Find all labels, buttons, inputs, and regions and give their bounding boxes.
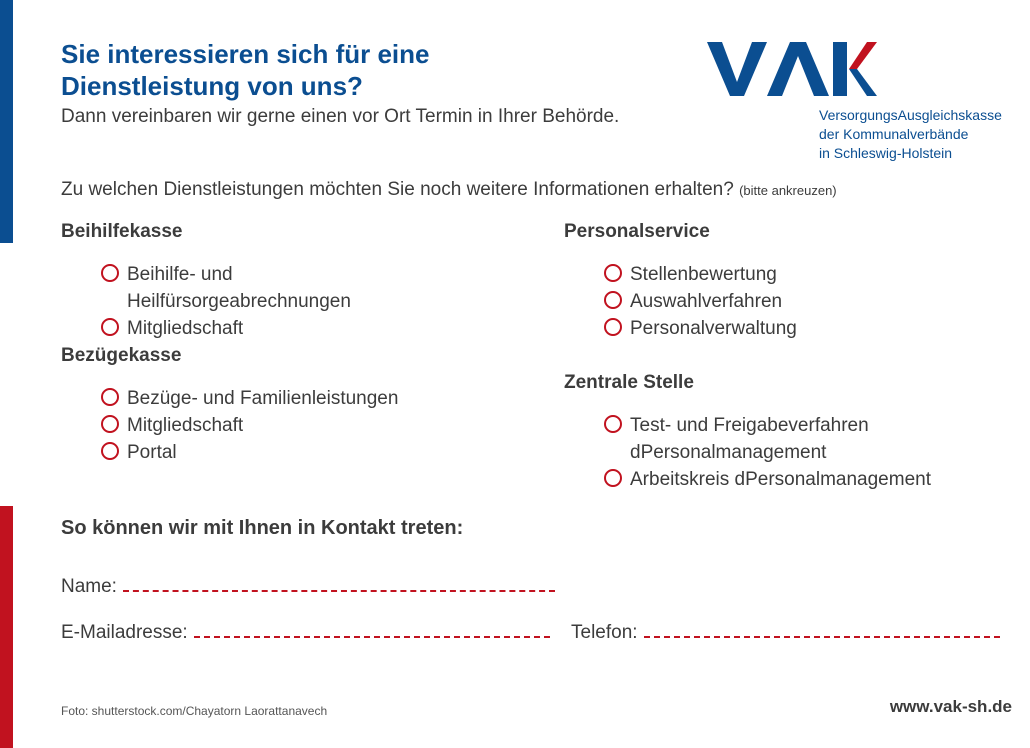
headline <box>61 38 430 102</box>
left-accent-bar-blue <box>0 0 13 243</box>
name-label: Name: <box>61 576 117 597</box>
question-text: Zu welchen Dienstleistungen möchten Sie noch weitere Informationen erhalten? <box>61 179 734 200</box>
option-bezuege-familienleistungen[interactable] <box>101 385 398 412</box>
question-note: (bitte ankreuzen) <box>739 183 837 198</box>
logo-subtitle-line-3: in Schleswig-Holstein <box>819 145 953 161</box>
options-zentrale-stelle <box>604 412 931 493</box>
radio-circle[interactable] <box>604 415 622 433</box>
email-label: E-Mailadresse: <box>61 622 188 643</box>
contact-title: So können wir mit Ihnen in Kontakt treten: <box>61 517 464 539</box>
section-title-bezuegekasse: Bezügekasse <box>61 345 182 366</box>
vak-wordmark-icon <box>707 40 877 98</box>
headline-line-1: Sie interessieren sich für eine <box>61 39 430 69</box>
option-label: Bezüge- und Familienleistungen <box>127 388 399 409</box>
option-auswahlverfahren[interactable] <box>604 288 797 315</box>
option-arbeitskreis[interactable] <box>604 466 931 493</box>
radio-circle[interactable] <box>101 264 119 282</box>
name-field <box>61 576 555 598</box>
option-beihilfe-mitgliedschaft[interactable] <box>101 315 457 342</box>
option-label: Arbeitskreis dPersonalmanagement <box>630 469 931 490</box>
radio-circle[interactable] <box>604 264 622 282</box>
section-title-personalservice: Personalservice <box>564 221 710 242</box>
option-bezuege-mitgliedschaft[interactable] <box>101 412 398 439</box>
question <box>61 179 837 201</box>
section-title-zentrale-stelle: Zentrale Stelle <box>564 372 694 393</box>
vak-logo <box>707 40 1017 163</box>
option-label: Mitgliedschaft <box>127 415 244 436</box>
radio-circle[interactable] <box>101 442 119 460</box>
option-label: Beihilfe- und Heilfürsorgeabrechnungen <box>127 264 351 312</box>
option-label: Test- und Freigabeverfahren dPersonalmanagement <box>630 415 869 463</box>
option-label: Portal <box>127 442 177 463</box>
email-input-line[interactable] <box>194 622 550 638</box>
phone-field <box>571 622 1000 644</box>
radio-circle[interactable] <box>604 469 622 487</box>
phone-label: Telefon: <box>571 622 638 643</box>
email-field <box>61 622 550 644</box>
photo-credit: Foto: shutterstock.com/Chayatorn Laorattanavech <box>61 704 328 718</box>
options-personalservice <box>604 261 797 342</box>
radio-circle[interactable] <box>604 318 622 336</box>
option-label: Stellenbewertung <box>630 264 777 285</box>
logo-subtitle-line-2: der Kommunalverbände <box>819 126 969 142</box>
section-title-beihilfekasse: Beihilfekasse <box>61 221 183 242</box>
logo-subtitle-line-1: VersorgungsAusgleichskasse <box>819 107 1002 123</box>
option-stellenbewertung[interactable] <box>604 261 797 288</box>
radio-circle[interactable] <box>604 291 622 309</box>
radio-circle[interactable] <box>101 415 119 433</box>
option-label: Auswahlverfahren <box>630 291 783 312</box>
options-beihilfekasse <box>101 261 457 342</box>
radio-circle[interactable] <box>101 318 119 336</box>
intro-text: Dann vereinbaren wir gerne einen vor Ort Termin in Ihrer Behörde. <box>61 106 620 127</box>
option-test-freigabeverfahren[interactable] <box>604 412 931 466</box>
website-url[interactable]: www.vak-sh.de <box>889 697 1012 716</box>
left-accent-bar-red <box>0 506 13 748</box>
option-bezuege-portal[interactable] <box>101 439 398 466</box>
logo-subtitle <box>819 106 1017 163</box>
option-label: Mitgliedschaft <box>127 318 244 339</box>
headline-line-2: Dienstleistung von uns? <box>61 71 363 101</box>
option-personalverwaltung[interactable] <box>604 315 797 342</box>
phone-input-line[interactable] <box>644 622 1000 638</box>
option-label: Personalverwaltung <box>630 318 797 339</box>
radio-circle[interactable] <box>101 388 119 406</box>
name-input-line[interactable] <box>123 576 555 592</box>
option-beihilfe-heilfuersorge[interactable] <box>101 261 457 315</box>
options-bezuegekasse <box>101 385 398 466</box>
